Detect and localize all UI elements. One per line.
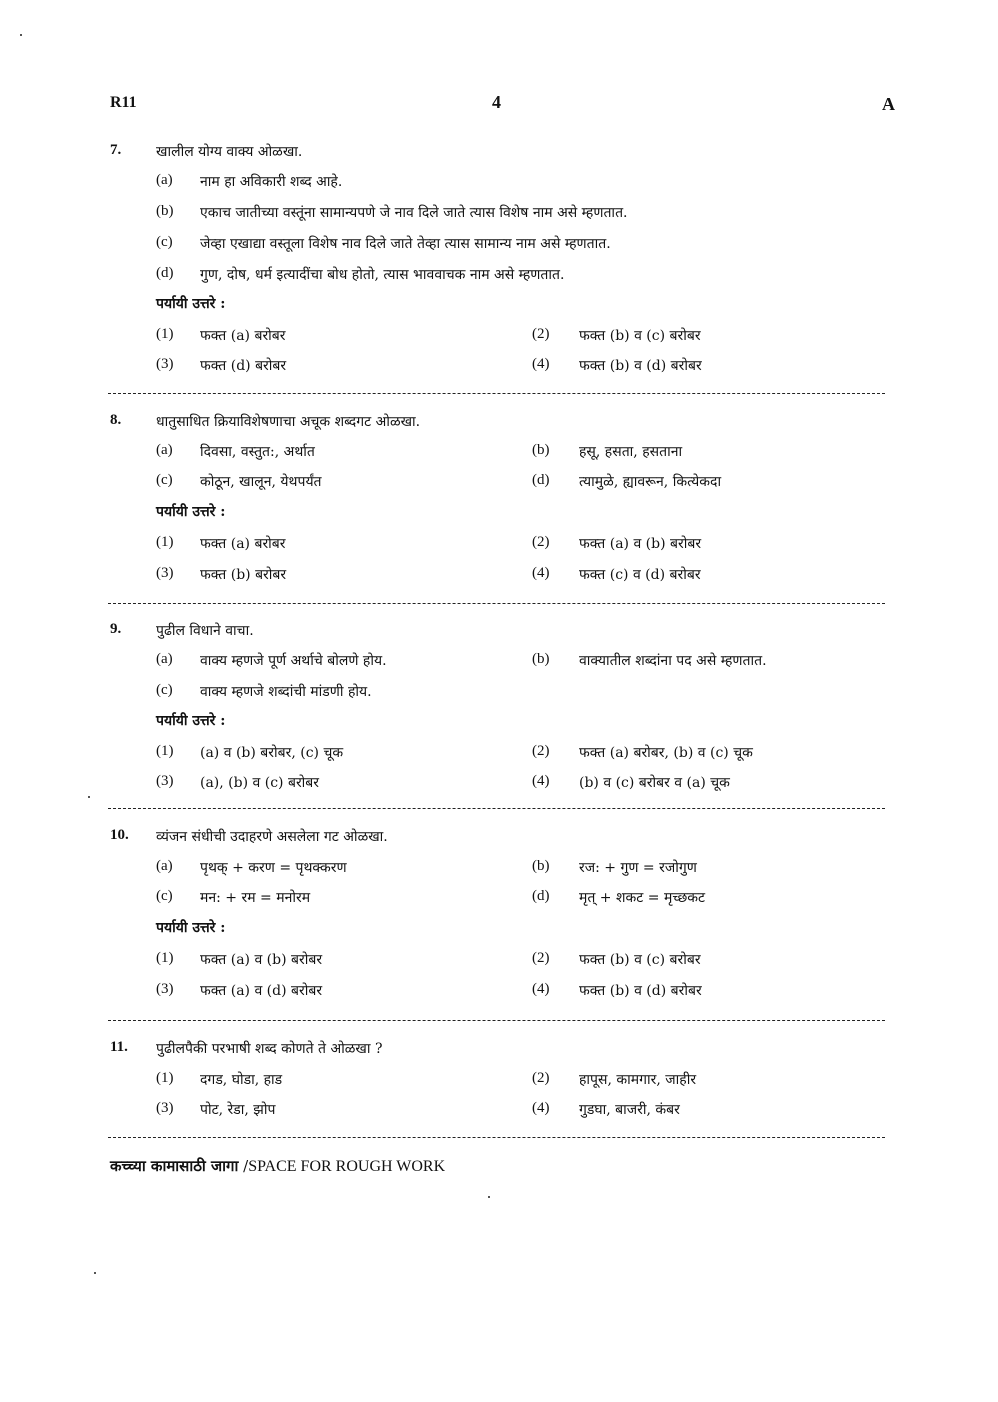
scan-speck xyxy=(88,796,90,798)
statement-text: गुण, दोष, धर्म इत्यादींचा बोध होतो, त्यास भाववाचक नाम असे म्हणतात. xyxy=(200,267,565,283)
statement-text: नाम हा अविकारी शब्द आहे. xyxy=(200,174,343,190)
statement-text: दिवसा, वस्तुत:, अर्थात xyxy=(200,444,315,460)
statement-text: मृत् + शकट = मृच्छकट xyxy=(579,890,706,906)
option-4-text[interactable]: फक्त (b) व (d) बरोबर xyxy=(579,358,702,374)
option-4-text[interactable]: (b) व (c) बरोबर व (a) चूक xyxy=(579,775,730,791)
option-row xyxy=(156,1070,886,1092)
question-text: पुढील विधाने वाचा. xyxy=(156,623,254,639)
statement-text: त्यामुळे, ह्यावरून, कित्येकदा xyxy=(579,474,722,490)
statement-text: वाक्यातील शब्दांना पद असे म्हणतात. xyxy=(579,653,767,669)
statement-text: कोठून, खालून, येथपर्यंत xyxy=(200,474,322,490)
statement-text: मन: + रम = मनोरम xyxy=(200,890,311,906)
question-number: 10. xyxy=(110,827,129,843)
option-3-label: (3) xyxy=(156,565,174,581)
question-set-label: A xyxy=(882,94,895,114)
option-1-text[interactable]: फक्त (a) व (b) बरोबर xyxy=(200,952,323,968)
option-row xyxy=(156,773,886,795)
option-1-label: (1) xyxy=(156,326,174,342)
statement-label: (b) xyxy=(532,442,550,458)
statement-label: (b) xyxy=(532,651,550,667)
statement-label: (a) xyxy=(156,172,173,188)
option-row xyxy=(156,950,886,972)
section-divider xyxy=(108,808,885,809)
statement-c xyxy=(156,234,886,256)
option-row xyxy=(156,534,886,556)
statement-row xyxy=(156,442,886,464)
statement-label: (a) xyxy=(156,858,173,874)
option-3-text[interactable]: फक्त (b) बरोबर xyxy=(200,567,287,583)
statement-label: (a) xyxy=(156,442,173,458)
statement-label: (d) xyxy=(156,265,174,281)
option-4-text[interactable]: गुडघा, बाजरी, कंबर xyxy=(579,1102,680,1118)
option-3-label: (3) xyxy=(156,1100,174,1116)
statement-text: वाक्य म्हणजे शब्दांची मांडणी होय. xyxy=(200,684,372,700)
option-row xyxy=(156,743,886,765)
statement-label: (a) xyxy=(156,651,173,667)
statement-a xyxy=(156,172,886,194)
question-text: व्यंजन संधीची उदाहरणे असलेला गट ओळखा. xyxy=(156,829,388,845)
option-2-label: (2) xyxy=(532,743,550,759)
option-4-text[interactable]: फक्त (c) व (d) बरोबर xyxy=(579,567,701,583)
option-1-label: (1) xyxy=(156,534,174,550)
option-3-text[interactable]: फक्त (d) बरोबर xyxy=(200,358,287,374)
option-2-text[interactable]: फक्त (b) व (c) बरोबर xyxy=(579,328,701,344)
question-number: 7. xyxy=(110,142,122,158)
statement-text: पृथक् + करण = पृथक्करण xyxy=(200,860,347,876)
statement-d xyxy=(156,265,886,287)
statement-text: रज: + गुण = रजोगुण xyxy=(579,860,697,876)
statement-label: (c) xyxy=(156,888,173,904)
option-3-label: (3) xyxy=(156,356,174,372)
statement-row xyxy=(156,858,886,880)
statement-text: एकाच जातीच्या वस्तूंना सामान्यपणे जे नाव दिले जाते त्यास विशेष नाम असे म्हणतात. xyxy=(200,205,628,221)
alternative-answers-heading: पर्यायी उत्तरे : xyxy=(156,296,226,312)
alternative-answers-heading: पर्यायी उत्तरे : xyxy=(156,920,226,936)
statement-label: (c) xyxy=(156,472,173,488)
footer-separator: / xyxy=(238,1157,249,1175)
statement-label: (b) xyxy=(156,203,174,219)
alternative-answers-heading: पर्यायी उत्तरे : xyxy=(156,713,226,729)
section-divider xyxy=(108,393,885,394)
option-4-label: (4) xyxy=(532,565,550,581)
option-1-text[interactable]: (a) व (b) बरोबर, (c) चूक xyxy=(200,745,344,761)
option-2-text[interactable]: फक्त (a) व (b) बरोबर xyxy=(579,536,702,552)
rough-work-label-english: SPACE FOR ROUGH WORK xyxy=(248,1158,446,1175)
option-2-label: (2) xyxy=(532,1070,550,1086)
statement-label: (c) xyxy=(156,234,173,250)
option-row xyxy=(156,565,886,587)
option-1-text[interactable]: दगड, घोडा, हाड xyxy=(200,1072,283,1088)
statement-row xyxy=(156,651,886,673)
option-2-label: (2) xyxy=(532,950,550,966)
statement-label: (d) xyxy=(532,888,550,904)
option-4-text[interactable]: फक्त (b) व (d) बरोबर xyxy=(579,983,702,999)
statement-label: (c) xyxy=(156,682,173,698)
option-4-label: (4) xyxy=(532,356,550,372)
option-3-label: (3) xyxy=(156,773,174,789)
section-divider xyxy=(108,1020,885,1021)
option-1-text[interactable]: फक्त (a) बरोबर xyxy=(200,328,286,344)
option-2-label: (2) xyxy=(532,534,550,550)
statement-label: (b) xyxy=(532,858,550,874)
question-text: धातुसाधित क्रियाविशेषणाचा अचूक शब्दगट ओळखा. xyxy=(156,414,421,430)
option-4-label: (4) xyxy=(532,1100,550,1116)
option-2-text[interactable]: फक्त (b) व (c) बरोबर xyxy=(579,952,701,968)
statement-row xyxy=(156,888,886,910)
rough-work-footer xyxy=(110,1156,445,1176)
option-1-label: (1) xyxy=(156,1070,174,1086)
option-1-text[interactable]: फक्त (a) बरोबर xyxy=(200,536,286,552)
alternative-answers-heading: पर्यायी उत्तरे : xyxy=(156,504,226,520)
option-3-text[interactable]: (a), (b) व (c) बरोबर xyxy=(200,775,320,791)
question-text: पुढीलपैकी परभाषी शब्द कोणते ते ओळखा ? xyxy=(156,1041,383,1057)
statement-text: हसू, हसता, हसताना xyxy=(579,444,683,460)
option-2-text[interactable]: हापूस, कामगार, जाहीर xyxy=(579,1072,697,1088)
option-4-label: (4) xyxy=(532,773,550,789)
scan-speck xyxy=(94,1272,96,1274)
section-divider xyxy=(108,603,885,604)
question-number: 9. xyxy=(110,621,122,637)
statement-b xyxy=(156,203,886,225)
option-row xyxy=(156,326,886,348)
question-number: 11. xyxy=(110,1039,128,1055)
option-1-label: (1) xyxy=(156,950,174,966)
paper-code: R11 xyxy=(110,94,137,111)
rough-work-label-marathi: कच्च्या कामासाठी जागा xyxy=(110,1157,239,1175)
section-divider xyxy=(108,1137,885,1138)
question-number: 8. xyxy=(110,412,122,428)
scan-speck xyxy=(20,34,22,36)
page-header xyxy=(110,92,895,116)
option-row xyxy=(156,1100,886,1122)
option-2-text[interactable]: फक्त (a) बरोबर, (b) व (c) चूक xyxy=(579,745,753,761)
option-1-label: (1) xyxy=(156,743,174,759)
statement-text: जेव्हा एखाद्या वस्तूला विशेष नाव दिले जाते तेव्हा त्यास सामान्य नाम असे म्हणतात. xyxy=(200,236,611,252)
option-row xyxy=(156,981,886,1003)
option-4-label: (4) xyxy=(532,981,550,997)
statement-row xyxy=(156,682,886,704)
statement-row xyxy=(156,472,886,494)
page-number: 4 xyxy=(492,92,501,112)
statement-text: वाक्य म्हणजे पूर्ण अर्थाचे बोलणे होय. xyxy=(200,653,387,669)
scan-speck xyxy=(488,1196,490,1198)
option-2-label: (2) xyxy=(532,326,550,342)
question-text: खालील योग्य वाक्य ओळखा. xyxy=(156,144,303,160)
option-3-text[interactable]: पोट, रेडा, झोप xyxy=(200,1102,276,1118)
option-row xyxy=(156,356,886,378)
option-3-text[interactable]: फक्त (a) व (d) बरोबर xyxy=(200,983,323,999)
statement-label: (d) xyxy=(532,472,550,488)
option-3-label: (3) xyxy=(156,981,174,997)
